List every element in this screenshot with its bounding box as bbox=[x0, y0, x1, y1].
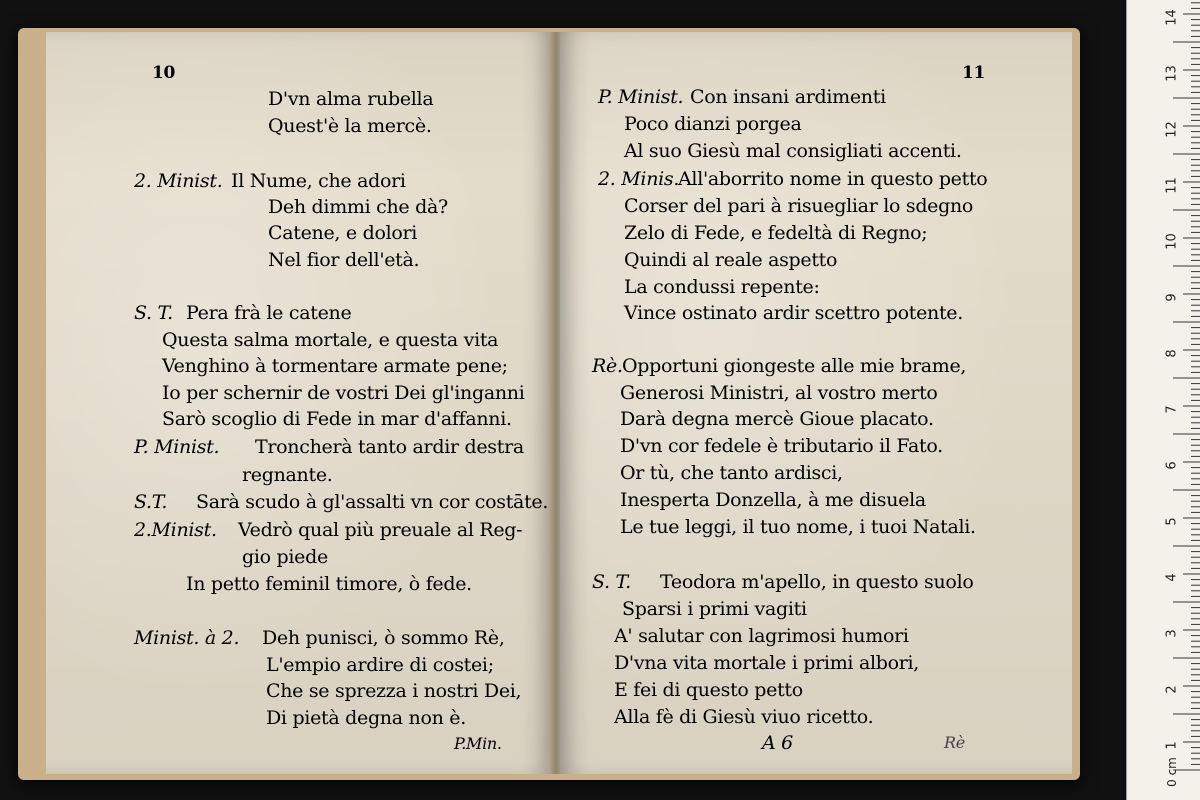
ruler-number: 8 bbox=[1164, 349, 1180, 358]
ruler-number: 4 bbox=[1164, 573, 1180, 582]
verse-line: Che se sprezza i nostri Dei, bbox=[266, 680, 522, 702]
catchword-left: P.Min. bbox=[454, 734, 502, 753]
signature-mark: A 6 bbox=[762, 732, 793, 754]
verse-line: Quest'è la mercè. bbox=[268, 115, 432, 137]
ruler-number: 13 bbox=[1164, 65, 1180, 82]
verse-line: Vedrò qual più preuale al Reg- bbox=[238, 519, 523, 541]
ruler-number: 12 bbox=[1164, 121, 1180, 138]
page-number-right: 11 bbox=[962, 63, 986, 83]
verse-line: Nel fior dell'età. bbox=[268, 249, 420, 271]
page-number-left: 10 bbox=[152, 63, 176, 83]
ruler-number: 1 bbox=[1164, 741, 1180, 750]
verse-line: Deh punisci, ò sommo Rè, bbox=[262, 627, 505, 649]
verse-line: Or tù, che tanto ardisci, bbox=[620, 462, 843, 484]
verse-line: Venghino à tormentare armate pene; bbox=[162, 355, 508, 377]
verse-line: Sarò scoglio di Fede in mar d'affanni. bbox=[162, 408, 512, 430]
speaker-label: 2.Minist. bbox=[134, 519, 217, 541]
ruler-unit-label: 0 cm bbox=[1164, 757, 1179, 787]
speaker-label: Rè. bbox=[592, 355, 623, 377]
speaker-label: S.T. bbox=[134, 491, 168, 513]
ruler-ticks bbox=[1127, 0, 1200, 800]
verse-line: D'vna vita mortale i primi albori, bbox=[614, 652, 920, 674]
verse-line: Pera frà le catene bbox=[186, 302, 352, 324]
verse-line: In petto feminil timore, ò fede. bbox=[186, 573, 472, 595]
verse-line: Poco dianzi porgea bbox=[624, 113, 802, 135]
verse-line: Teodora m'apello, in questo suolo bbox=[660, 571, 974, 593]
speaker-label: 2. Minist. bbox=[134, 170, 223, 192]
verse-line: Generosi Ministri, al vostro merto bbox=[620, 382, 938, 404]
verse-line: Con insani ardimenti bbox=[690, 86, 886, 108]
verse-line: Sparsi i primi vagiti bbox=[622, 598, 807, 620]
verse-line: Zelo di Fede, e fedeltà di Regno; bbox=[624, 222, 928, 244]
verse-line: D'vn cor fedele è tributario il Fato. bbox=[620, 435, 943, 457]
speaker-label: Minist. à 2. bbox=[134, 627, 240, 649]
verse-line: Inesperta Donzella, à me disuela bbox=[620, 489, 926, 511]
verse-line: Darà degna mercè Gioue placato. bbox=[620, 408, 934, 430]
ruler-number: 11 bbox=[1164, 177, 1180, 194]
verse-line: L'empio ardire di costei; bbox=[266, 654, 494, 676]
verse-line: Catene, e dolori bbox=[268, 222, 418, 244]
catchword-right: Rè bbox=[944, 733, 965, 752]
verse-line: regnante. bbox=[242, 464, 333, 486]
verse-line: Alla fè di Giesù viuo ricetto. bbox=[614, 706, 874, 728]
verse-line: Corser del pari à risuegliar lo sdegno bbox=[624, 195, 974, 217]
ruler-number: 6 bbox=[1164, 461, 1180, 470]
ruler-number: 2 bbox=[1164, 685, 1180, 694]
verse-line: Le tue leggi, il tuo nome, i tuoi Natali. bbox=[620, 516, 976, 538]
verse-line: gio piede bbox=[242, 546, 328, 568]
ruler-number: 14 bbox=[1164, 9, 1180, 26]
verse-line: D'vn alma rubella bbox=[268, 88, 434, 110]
verse-line: E fei di questo petto bbox=[614, 679, 803, 701]
ruler-number: 7 bbox=[1164, 405, 1180, 414]
verse-line: Io per schernir de vostri Dei gl'inganni bbox=[162, 382, 525, 404]
verse-line: All'aborrito nome in questo petto bbox=[678, 168, 988, 190]
speaker-label: P. Minist. bbox=[134, 436, 220, 458]
speaker-label: S. T. bbox=[592, 571, 631, 593]
verse-line: Opportuni giongeste alle mie brame, bbox=[622, 355, 967, 377]
ruler-number: 9 bbox=[1164, 293, 1180, 302]
verse-line: Di pietà degna non è. bbox=[266, 707, 466, 729]
verse-line: Quindi al reale aspetto bbox=[624, 249, 838, 271]
speaker-label: P. Minist. bbox=[598, 86, 684, 108]
verse-line: Il Nume, che adori bbox=[231, 170, 406, 192]
verse-line: La condussi repente: bbox=[624, 276, 820, 298]
verse-line: Troncherà tanto ardir destra bbox=[255, 436, 524, 458]
verse-line: Vince ostinato ardir scettro potente. bbox=[624, 302, 963, 324]
verse-line: A' salutar con lagrimosi humori bbox=[614, 625, 909, 647]
measuring-ruler bbox=[1126, 0, 1200, 800]
verse-line: Deh dimmi che dà? bbox=[268, 196, 448, 218]
verse-line: Sarà scudo à gl'assalti vn cor costāte. bbox=[196, 491, 549, 513]
verse-line: Questa salma mortale, e questa vita bbox=[162, 329, 499, 351]
verse-line: Al suo Giesù mal consigliati accenti. bbox=[624, 140, 962, 162]
ruler-number: 10 bbox=[1164, 233, 1180, 250]
speaker-label: S. T. bbox=[134, 302, 173, 324]
speaker-label: 2. Minis. bbox=[598, 168, 680, 190]
ruler-number: 3 bbox=[1164, 629, 1180, 638]
ruler-number: 5 bbox=[1164, 517, 1180, 526]
